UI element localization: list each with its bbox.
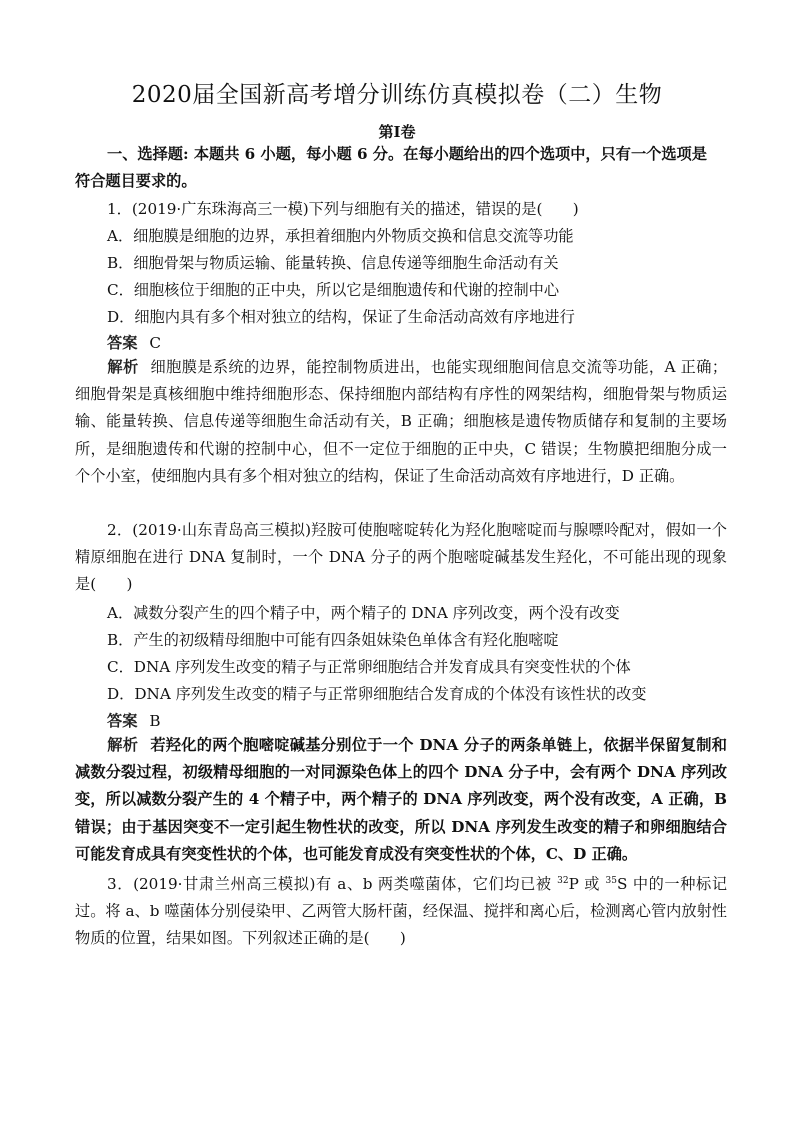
q1-option-d: D．细胞内具有多个相对独立的结构，保证了生命活动高效有序地进行 bbox=[107, 308, 575, 326]
volume-label: 第Ⅰ卷 bbox=[378, 123, 416, 141]
q1-analysis-text: 细胞膜是系统的边界，能控制物质进出，也能实现细胞间信息交流等功能，A 正确；细胞骨架是真核细胞中维持细胞形态、保持细胞内部结构有序性的网架结构，细胞骨架与物质运输、能量转换、信息传递等细胞生命活动有关，B 正确；细胞核是遗传物质储存和复制的主要场所，是细胞遗传和代谢的控制中心，但不一定位于细胞的正中央，C 错误；生物膜把细胞分成一个个小室，使细胞内具有多个相对独立的结构，保证了生命活动高效有序地进行，D 正确。 bbox=[75, 358, 728, 485]
q2-stem bbox=[75, 517, 727, 599]
q1-analysis-label: 解析 bbox=[107, 358, 139, 376]
q1-answer-row bbox=[107, 332, 727, 354]
q1-option-a: A．细胞膜是细胞的边界，承担着细胞内外物质交换和信息交流等功能 bbox=[107, 227, 574, 245]
q1-answer-value: C bbox=[149, 334, 161, 352]
q3-stem-part1: 3．(2019·甘肃兰州高三模拟)有 a、b 两类噬菌体，它们均已被 bbox=[107, 875, 558, 893]
q1-option-b: B．细胞骨架与物质运输、能量转换、信息传递等细胞生命活动有关 bbox=[107, 254, 559, 272]
q1-analysis bbox=[75, 354, 727, 490]
q2-analysis bbox=[75, 732, 727, 868]
page-title: 2020届全国新高考增分训练仿真模拟卷（二）生物 bbox=[131, 82, 663, 108]
q1-option-c: C．细胞核位于细胞的正中央，所以它是细胞遗传和代谢的控制中心 bbox=[107, 281, 560, 299]
q3-isotope-p: 32 bbox=[557, 876, 569, 886]
q2-option-d: D．DNA 序列发生改变的精子与正常卵细胞结合发育成的个体没有该性状的改变 bbox=[107, 685, 647, 703]
q3-isotope-s: 35 bbox=[605, 876, 617, 886]
q3-stem bbox=[75, 868, 727, 953]
q3-stem-part2: P 或 bbox=[568, 875, 606, 893]
q2-option-a: A．减数分裂产生的四个精子中，两个精子的 DNA 序列改变，两个没有改变 bbox=[107, 604, 620, 622]
section-heading-line2: 符合题目要求的。 bbox=[75, 172, 197, 190]
q2-analysis-text: 若羟化的两个胞嘧啶碱基分别位于一个 DNA 分子的两条单链上，依据半保留复制和减数分裂过程，初级精母细胞的一对同源染色体上的四个 DNA 分子中，会有两个 DNA 序列改变，所以减数分裂产生的 4 个精子中，两个精子的 DNA 序列改变，两个没有改变，A 正确，B 错误；由于基因突变不一定引起生物性状的改变，所以 DNA 序列发生改变的精子和卵细胞结合可能发育成具有突变性状的个体，也可能发育成没有突变性状的个体，C、D 正确。 bbox=[75, 736, 727, 863]
q1-answer-label: 答案 bbox=[107, 334, 138, 352]
q2-answer-row bbox=[107, 710, 727, 732]
section-heading-line1: 一、选择题: 本题共 6 小题，每小题 6 分。在每小题给出的四个选项中，只有一个选项是 bbox=[107, 145, 707, 163]
q2-answer-label: 答案 bbox=[107, 712, 138, 730]
q2-stem-text: 2．(2019·山东青岛高三模拟)羟胺可使胞嘧啶转化为羟化胞嘧啶而与腺嘌呤配对，假如一个精原细胞在进行 DNA 复制时，一个 DNA 分子的两个胞嘧啶碱基发生羟化，不可能出现的现象是( ) bbox=[75, 521, 727, 594]
q2-analysis-label: 解析 bbox=[107, 736, 139, 754]
q2-option-c: C．DNA 序列发生改变的精子与正常卵细胞结合并发育成具有突变性状的个体 bbox=[107, 658, 631, 676]
q2-answer-value: B bbox=[149, 712, 161, 730]
q1-stem: 1．(2019·广东珠海高三一模)下列与细胞有关的描述，错误的是( ) bbox=[107, 200, 579, 218]
q3-stem-part3: S 中的一种标记过。将 a、b 噬菌体分别侵染甲、乙两管大肠杆菌，经保温、搅拌和离心后，检测离心管内放射性物质的位置，结果如图。下列叙述正确的是( ) bbox=[75, 875, 728, 948]
q2-option-b: B．产生的初级精母细胞中可能有四条姐妹染色单体含有羟化胞嘧啶 bbox=[107, 631, 559, 649]
